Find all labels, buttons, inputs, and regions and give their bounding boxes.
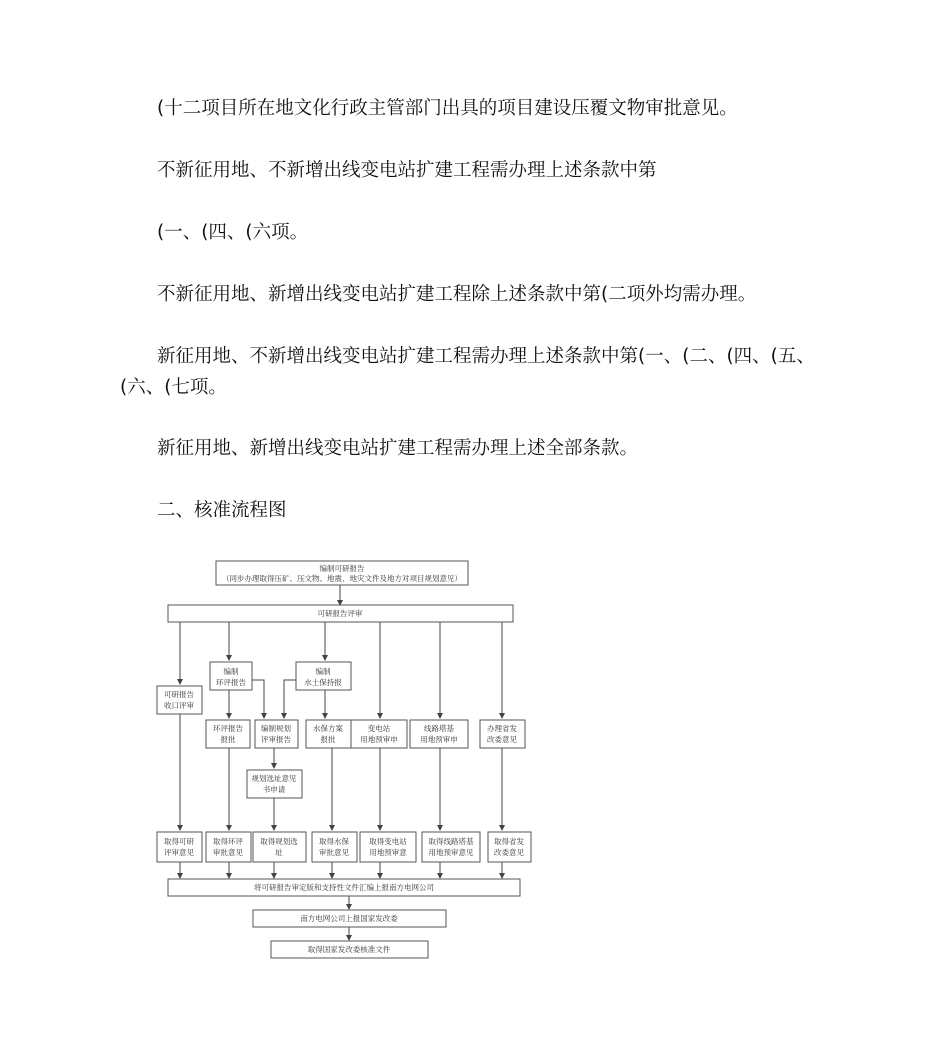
section-heading-flowchart: 二、核准流程图 bbox=[157, 500, 287, 521]
box-site-selection-line1: 规划选址意见 bbox=[251, 774, 297, 783]
box-final-approval bbox=[271, 941, 428, 958]
box-provincial-ndrc-line1: 办理省发 bbox=[487, 724, 517, 733]
box-planning-review-line2: 评审报告 bbox=[261, 735, 291, 744]
box-final-approval-label: 取得国家发改委核准文件 bbox=[307, 945, 391, 954]
box-grid-report-label: 南方电网公司上报国家发改委 bbox=[300, 914, 398, 923]
box-result-substation-land bbox=[360, 832, 416, 862]
box-prepare-eia-line1: 编制 bbox=[223, 667, 239, 676]
box-result-line-tower-line1: 取得线路塔基 bbox=[428, 837, 474, 846]
paragraph-items-1-4-6: (一、(四、(六项。 bbox=[157, 222, 309, 243]
box-result-substation-line1: 取得变电站 bbox=[369, 837, 407, 846]
box-prepare-soil-water-line2: 水土保持报 bbox=[304, 678, 342, 687]
box-line-tower-land-line1: 线路塔基 bbox=[424, 724, 454, 733]
box-prepare-feasibility-report-line2: （同步办理取得压矿、压文物、地震、地灾文件及地方对项目规划意见） bbox=[222, 574, 462, 583]
box-planning-review bbox=[255, 720, 298, 748]
box-result-provincial-line1: 取得省发 bbox=[494, 837, 524, 846]
box-eia-approval-line1: 环评报告 bbox=[213, 724, 243, 733]
box-feasibility-review-label: 可研报告评审 bbox=[317, 609, 363, 618]
box-prepare-eia-line2: 环评报告 bbox=[216, 678, 246, 687]
box-closure-review bbox=[157, 686, 202, 714]
box-result-soil-water-line1: 取得水保 bbox=[319, 837, 349, 846]
box-result-feasibility-opinion bbox=[157, 832, 202, 862]
box-result-soil-water-line2: 审批意见 bbox=[319, 848, 349, 857]
box-site-selection-application bbox=[247, 770, 302, 798]
box-result-eia-approval bbox=[206, 832, 251, 862]
box-result-provincial-line2: 改委意见 bbox=[494, 848, 524, 857]
paragraph-item-12: (十二项目所在地文化行政主管部门出具的项目建设压覆文物审批意见。 bbox=[157, 98, 738, 119]
box-result-site-line1: 取得规划选 bbox=[260, 837, 298, 846]
box-closure-review-line1: 可研报告 bbox=[164, 690, 194, 699]
paragraph-new-land-no-line-cont: (六、(七项。 bbox=[120, 377, 227, 398]
box-compile-submit-grid bbox=[168, 879, 520, 896]
box-substation-land-line1: 变电站 bbox=[367, 724, 391, 733]
box-result-eia-line1: 取得环评 bbox=[213, 837, 243, 846]
box-line-tower-land-prereview bbox=[410, 720, 468, 748]
box-result-substation-line2: 用地预审意 bbox=[369, 848, 407, 857]
box-result-feasibility-line1: 取得可研 bbox=[164, 837, 194, 846]
box-soil-water-approval-line1: 水保方案 bbox=[313, 724, 343, 733]
box-result-provincial-ndrc bbox=[488, 832, 531, 862]
box-line-tower-land-line2: 用地预审申 bbox=[420, 735, 458, 744]
paragraph-no-land-no-line: 不新征用地、不新增出线变电站扩建工程需办理上述条款中第 bbox=[157, 160, 657, 181]
box-result-site-selection bbox=[253, 832, 306, 862]
box-prepare-feasibility-report-line1: 编制可研报告 bbox=[319, 564, 365, 573]
box-result-site-line2: 址 bbox=[275, 848, 283, 857]
paragraph-no-land-new-line: 不新征用地、新增出线变电站扩建工程除上述条款中第(二项外均需办理。 bbox=[157, 284, 757, 305]
box-result-line-tower-line2: 用地预审意见 bbox=[428, 848, 474, 857]
paragraph-new-land-new-line: 新征用地、新增出线变电站扩建工程需办理上述全部条款。 bbox=[157, 438, 639, 459]
box-feasibility-review bbox=[168, 605, 513, 622]
box-soil-water-approval bbox=[306, 720, 351, 748]
box-prepare-eia bbox=[210, 662, 252, 690]
box-eia-approval-line2: 报批 bbox=[220, 735, 236, 744]
box-provincial-ndrc-line2: 改委意见 bbox=[487, 735, 517, 744]
box-result-eia-line2: 审批意见 bbox=[213, 848, 243, 857]
box-eia-approval bbox=[206, 720, 250, 748]
paragraph-new-land-no-line: 新征用地、不新增出线变电站扩建工程需办理上述条款中第(一、(二、(四、(五、 bbox=[157, 346, 815, 367]
box-result-line-tower-land bbox=[422, 832, 480, 862]
box-substation-land-line2: 用地预审申 bbox=[360, 735, 398, 744]
box-prepare-soil-water bbox=[296, 662, 351, 690]
box-site-selection-line2: 书申请 bbox=[262, 785, 286, 794]
box-prepare-feasibility-report bbox=[216, 561, 468, 585]
box-compile-submit-label: 将可研报告审定版和支持性文件汇编上报南方电网公司 bbox=[254, 883, 434, 892]
box-soil-water-approval-line2: 报批 bbox=[320, 735, 336, 744]
box-substation-land-prereview bbox=[351, 720, 407, 748]
box-provincial-ndrc-opinion bbox=[480, 720, 525, 748]
box-planning-review-line1: 编制规划 bbox=[261, 724, 291, 733]
box-grid-report-ndrc bbox=[253, 910, 446, 927]
box-result-feasibility-line2: 评审意见 bbox=[164, 848, 194, 857]
box-closure-review-line2: 收口评审 bbox=[164, 701, 194, 710]
box-prepare-soil-water-line1: 编制 bbox=[315, 667, 331, 676]
box-result-soil-water-approval bbox=[312, 832, 357, 862]
